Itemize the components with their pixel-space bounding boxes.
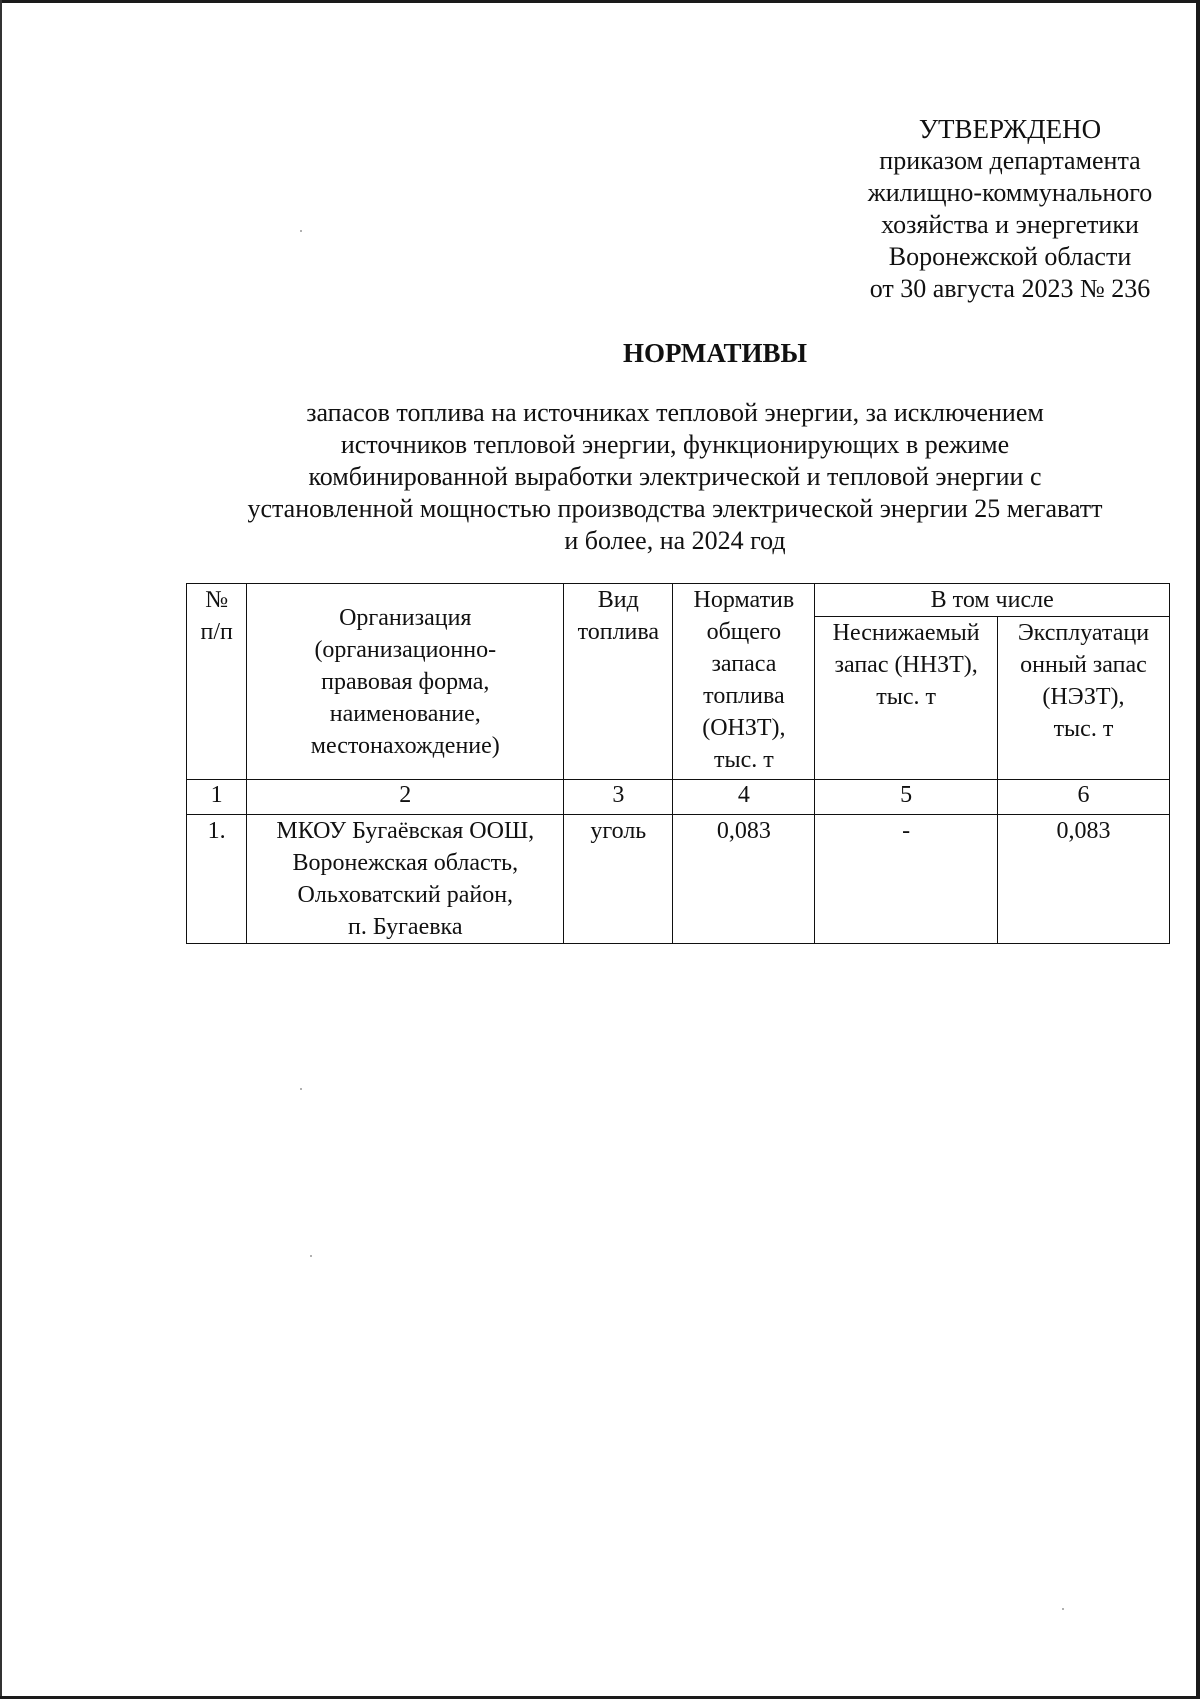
approval-line: жилищно-коммунального bbox=[867, 178, 1153, 207]
subtitle-line: и более, на 2024 год bbox=[564, 526, 786, 555]
scan-edge-left bbox=[0, 0, 2, 1699]
subtitle-line: источников тепловой энергии, функционирующих в режиме bbox=[340, 430, 1010, 459]
scan-speck bbox=[1062, 1608, 1064, 1610]
header-organization: Организация (организационно- правовая форма, наименование, местонахождение) bbox=[247, 584, 564, 780]
scan-speck bbox=[300, 230, 302, 232]
table-column-numbers-row bbox=[187, 780, 1170, 815]
row-fuel-type: уголь bbox=[564, 815, 673, 944]
row-num: 1. bbox=[187, 815, 247, 944]
scan-edge-top bbox=[0, 0, 1200, 3]
subtitle-line: комбинированной выработки электрической и тепловой энергии с bbox=[308, 462, 1042, 491]
subtitle-line: установленной мощностью производства электрической энергии 25 мегаватт bbox=[247, 494, 1103, 523]
approval-line: приказом департамента bbox=[879, 146, 1141, 175]
header-nnzt: Неснижаемый запас (ННЗТ), тыс. т bbox=[815, 617, 997, 780]
norms-table bbox=[186, 583, 1170, 944]
approval-heading: УТВЕРЖДЕНО bbox=[918, 114, 1102, 144]
column-number: 4 bbox=[673, 780, 815, 815]
table-header-row bbox=[187, 584, 1170, 617]
header-nezt: Эксплуатаци онный запас (НЭЗТ), тыс. т bbox=[997, 617, 1169, 780]
row-nezt: 0,083 bbox=[997, 815, 1169, 944]
column-number: 5 bbox=[815, 780, 997, 815]
row-nnzt: - bbox=[815, 815, 997, 944]
column-number: 3 bbox=[564, 780, 673, 815]
scan-speck bbox=[310, 1255, 312, 1257]
row-total-reserve: 0,083 bbox=[673, 815, 815, 944]
scan-speck bbox=[300, 1088, 302, 1090]
column-number: 2 bbox=[247, 780, 564, 815]
header-fuel-type: Вид топлива bbox=[564, 584, 673, 780]
document-title: НОРМАТИВЫ bbox=[622, 338, 808, 368]
column-number: 6 bbox=[997, 780, 1169, 815]
header-including: В том числе bbox=[815, 584, 1170, 617]
header-total-reserve: Норматив общего запаса топлива (ОНЗТ), тыс. т bbox=[673, 584, 815, 780]
table-row bbox=[187, 815, 1170, 944]
approval-line: хозяйства и энергетики bbox=[881, 210, 1139, 239]
header-num: № п/п bbox=[187, 584, 247, 780]
approval-line: от 30 августа 2023 № 236 bbox=[869, 274, 1151, 303]
document-subtitle bbox=[195, 397, 1155, 557]
subtitle-line: запасов топлива на источниках тепловой энергии, за исключением bbox=[306, 398, 1044, 427]
column-number: 1 bbox=[187, 780, 247, 815]
approval-block bbox=[820, 113, 1200, 305]
approval-line: Воронежской области bbox=[888, 242, 1132, 271]
row-organization: МКОУ Бугаёвская ООШ, Воронежская область, Ольховатский район, п. Бугаевка bbox=[247, 815, 564, 944]
